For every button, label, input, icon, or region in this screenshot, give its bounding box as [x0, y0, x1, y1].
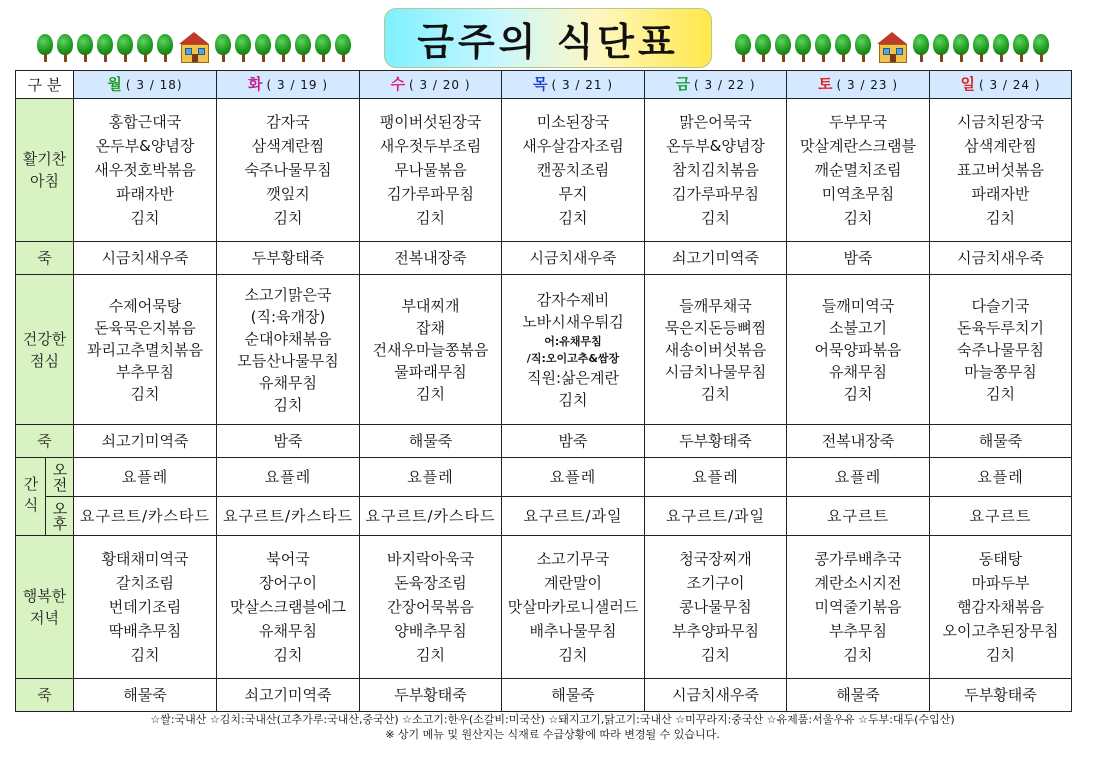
- porridge-cell: 두부황태죽: [217, 242, 360, 275]
- menu-item: 부추무침: [829, 622, 887, 640]
- menu-item: 김치: [558, 646, 588, 664]
- footer: [0, 712, 1105, 742]
- porridge-cell: 쇠고기미역죽: [645, 242, 787, 275]
- day-date: ( 3 / 18): [125, 78, 183, 92]
- menu-item: 김치: [273, 395, 303, 414]
- menu-item: 장어구이: [259, 574, 317, 592]
- menu-item: 어:유채무침: [544, 334, 602, 348]
- menu-item: 김치: [843, 646, 873, 664]
- porridge-cell: 해물죽: [502, 679, 645, 712]
- snack-cell: 요구르트/카스타드: [217, 497, 360, 536]
- snack-cell: 요구르트/카스타드: [74, 497, 217, 536]
- lunch-cell: [645, 275, 787, 425]
- menu-item: 김치: [558, 209, 588, 227]
- day-name: 화: [247, 75, 263, 93]
- menu-item: 묵은지돈등뼈찜: [664, 318, 767, 337]
- menu-item: 돈육장조림: [394, 574, 467, 592]
- snack-cell: 요플레: [787, 458, 930, 497]
- menu-item: 콩가루배추국: [814, 550, 902, 568]
- menu-item: 유채무침: [259, 373, 317, 392]
- lunch-cell: [217, 275, 360, 425]
- porridge-cell: 전복내장죽: [787, 425, 930, 458]
- menu-item: 캔꽁치조림: [536, 161, 610, 179]
- snack-cell: 요플레: [930, 458, 1072, 497]
- porridge-cell: 시금치새우죽: [930, 242, 1072, 275]
- tree-icon: [234, 34, 252, 62]
- lunch-cell: [74, 275, 217, 425]
- menu-item: 조기구이: [686, 574, 745, 592]
- porridge-cell: 쇠고기미역죽: [217, 679, 360, 712]
- menu-item: 김치: [701, 384, 730, 403]
- menu-item: 새우살감자조림: [522, 137, 624, 155]
- menu-item: 물파래무침: [394, 362, 467, 381]
- menu-item: 숙주나물무침: [957, 340, 1044, 359]
- porridge-cell: 시금치새우죽: [502, 242, 645, 275]
- menu-item: 다슬기국: [971, 296, 1030, 315]
- menu-item: 노바시새우튀김: [522, 312, 624, 331]
- breakfast-label: 활기찬 아침: [16, 99, 74, 242]
- tree-icon: [254, 34, 272, 62]
- breakfast-cell: [930, 99, 1072, 242]
- menu-item: 부대찌개: [401, 296, 460, 315]
- tree-icon: [952, 34, 970, 62]
- menu-item: 부추양파무침: [672, 622, 759, 640]
- tree-icon: [912, 34, 930, 62]
- menu-item: 김치: [130, 209, 160, 227]
- porridge-cell: 전복내장죽: [360, 242, 502, 275]
- snack-cell: 요구르트: [930, 497, 1072, 536]
- snack-cell: 요플레: [502, 458, 645, 497]
- dinner-cell: [217, 536, 360, 679]
- tree-icon: [932, 34, 950, 62]
- porridge-cell: 두부황태죽: [360, 679, 502, 712]
- menu-item: 동태탕: [978, 550, 1023, 568]
- house-icon: [877, 32, 907, 62]
- snack-cell: 요플레: [360, 458, 502, 497]
- menu-item: 김가루파무침: [387, 185, 474, 203]
- porridge-cell: 시금치새우죽: [645, 679, 787, 712]
- tree-icon: [274, 34, 292, 62]
- menu-item: 어묵양파볶음: [814, 340, 902, 359]
- porridge-cell: 밤죽: [502, 425, 645, 458]
- porridge-cell: 밤죽: [787, 242, 930, 275]
- menu-item: 새우젓호박볶음: [94, 161, 196, 179]
- menu-item: 간장어묵볶음: [387, 598, 474, 616]
- menu-item: 김치: [416, 209, 445, 227]
- day-header: [360, 71, 502, 99]
- tree-icon: [774, 34, 792, 62]
- menu-item: 감자국: [266, 113, 310, 131]
- day-name: 수: [390, 75, 405, 93]
- menu-item: 새우젓두부조림: [379, 137, 482, 155]
- dinner-cell: [360, 536, 502, 679]
- menu-item: 숙주나물무침: [244, 161, 332, 179]
- menu-item: 황태채미역국: [101, 550, 189, 568]
- menu-item: 김치: [130, 384, 160, 403]
- menu-item: 미역줄기볶음: [814, 598, 902, 616]
- porridge-label: 죽: [16, 242, 74, 275]
- tree-icon: [214, 34, 232, 62]
- menu-item: 맛살계란스크램블: [800, 137, 916, 155]
- porridge-cell: 쇠고기미역죽: [74, 425, 217, 458]
- porridge-row: [16, 425, 1072, 458]
- menu-item: 맛살스크램블에그: [230, 598, 346, 616]
- menu-item: 새송이버섯볶음: [664, 340, 767, 359]
- change-notice: ※ 상기 메뉴 및 원산지는 식재료 수급상황에 따라 변경될 수 있습니다.: [385, 728, 720, 741]
- menu-item: 순대야채볶음: [244, 329, 332, 348]
- day-name: 월: [107, 75, 122, 93]
- breakfast-row: [16, 99, 1072, 242]
- menu-item: 김치: [416, 646, 445, 664]
- menu-item: 감자수제비: [536, 290, 610, 309]
- breakfast-cell: [74, 99, 217, 242]
- lunch-cell: [787, 275, 930, 425]
- dinner-label: 행복한 저녁: [16, 536, 74, 679]
- menu-item: 김치: [701, 209, 730, 227]
- snack-cell: 요구르트/과일: [645, 497, 787, 536]
- menu-item: 돈육두루치기: [957, 318, 1044, 337]
- breakfast-cell: [787, 99, 930, 242]
- menu-item: 김치: [986, 646, 1015, 664]
- menu-item: 김치: [986, 209, 1015, 227]
- dinner-row: [16, 536, 1072, 679]
- snack-pm-row: [16, 497, 1072, 536]
- menu-item: 계란말이: [544, 574, 602, 592]
- tree-icon: [136, 34, 154, 62]
- menu-item: 오이고추된장무침: [942, 622, 1059, 640]
- porridge-cell: 두부황태죽: [645, 425, 787, 458]
- snack-pm-label: 오후: [46, 497, 74, 536]
- porridge-label: 죽: [16, 425, 74, 458]
- menu-item: 직원:삶은계란: [527, 368, 619, 387]
- tree-icon: [972, 34, 990, 62]
- menu-item: 딱배추무침: [108, 622, 182, 640]
- menu-item: 잡채: [416, 318, 445, 337]
- menu-item: 김치: [273, 209, 303, 227]
- porridge-row: [16, 679, 1072, 712]
- tree-decoration-left: [36, 32, 352, 62]
- tree-icon: [294, 34, 312, 62]
- menu-item: 시금치나물무침: [664, 362, 767, 381]
- lunch-cell: [502, 275, 645, 425]
- tree-icon: [314, 34, 332, 62]
- menu-item: 깻잎지: [266, 185, 310, 203]
- menu-item: 김치: [416, 384, 445, 403]
- menu-item: 김치: [273, 646, 303, 664]
- menu-item: 온두부&양념장: [666, 137, 765, 155]
- menu-item: 모듬산나물무침: [237, 351, 339, 370]
- dinner-cell: [74, 536, 217, 679]
- porridge-cell: 밤죽: [217, 425, 360, 458]
- tree-icon: [754, 34, 772, 62]
- porridge-cell: 해물죽: [74, 679, 217, 712]
- tree-icon: [854, 34, 872, 62]
- menu-item: 참치김치볶음: [672, 161, 759, 179]
- dinner-cell: [930, 536, 1072, 679]
- dinner-cell: [502, 536, 645, 679]
- tree-icon: [834, 34, 852, 62]
- page-title: 금주의 식단표: [384, 8, 712, 68]
- menu-item: 수제어묵탕: [108, 296, 182, 315]
- dinner-cell: [645, 536, 787, 679]
- tree-icon: [1032, 34, 1050, 62]
- snack-cell: 요플레: [74, 458, 217, 497]
- menu-item: 표고버섯볶음: [957, 161, 1044, 179]
- menu-item: 삼색계란찜: [251, 137, 325, 155]
- menu-item: 미소된장국: [536, 113, 610, 131]
- menu-item: 햄감자채볶음: [957, 598, 1044, 616]
- porridge-cell: 해물죽: [360, 425, 502, 458]
- menu-item: 소불고기: [829, 318, 887, 337]
- tree-icon: [794, 34, 812, 62]
- menu-item: 시금치된장국: [957, 113, 1044, 131]
- porridge-cell: 해물죽: [787, 679, 930, 712]
- menu-item: (직:육개장): [250, 307, 326, 326]
- origin-note: ☆쌀:국내산 ☆김치:국내산(고추가루:국내산,중국산) ☆소고기:한우(소갈비:미국산) ☆돼지고기,닭고기:국내산 ☆미꾸라지:중국산 ☆유제품:서울우유 ☆두부:대두(수입산): [150, 713, 955, 726]
- menu-item: 청국장찌개: [679, 550, 752, 568]
- menu-item: 두부무국: [829, 113, 887, 131]
- house-icon: [179, 32, 209, 62]
- menu-item: 양배추무침: [394, 622, 467, 640]
- snack-cell: 요플레: [645, 458, 787, 497]
- menu-item: 파래자반: [971, 185, 1030, 203]
- tree-icon: [56, 34, 74, 62]
- menu-item: 부추무침: [116, 362, 174, 381]
- menu-item: 계란소시지전: [814, 574, 902, 592]
- snack-cell: 요구르트/과일: [502, 497, 645, 536]
- menu-item: 삼색계란찜: [964, 137, 1037, 155]
- day-date: ( 3 / 24 ): [978, 78, 1041, 92]
- menu-item: 김치: [701, 646, 730, 664]
- menu-item: 소고기맑은국: [244, 285, 332, 304]
- breakfast-cell: [645, 99, 787, 242]
- menu-item: 꽈리고추멸치볶음: [87, 340, 203, 359]
- day-header: [787, 71, 930, 99]
- menu-item: 팽이버섯된장국: [379, 113, 482, 131]
- menu-item: 김치: [843, 209, 873, 227]
- menu-item: 김치: [843, 384, 873, 403]
- breakfast-cell: [502, 99, 645, 242]
- snack-cell: 요구르트: [787, 497, 930, 536]
- menu-item: 돈육묵은지볶음: [94, 318, 196, 337]
- menu-item: 바지락아욱국: [387, 550, 474, 568]
- snack-am-label: 오전: [46, 458, 74, 497]
- menu-item: 갈치조림: [116, 574, 174, 592]
- menu-item: 배추나물무침: [529, 622, 617, 640]
- tree-icon: [992, 34, 1010, 62]
- snack-cell: 요구르트/카스타드: [360, 497, 502, 536]
- day-name: 일: [960, 75, 975, 93]
- menu-item: 미역초무침: [821, 185, 895, 203]
- header-row: [16, 71, 1072, 99]
- porridge-cell: 시금치새우죽: [74, 242, 217, 275]
- day-date: ( 3 / 19 ): [266, 78, 329, 92]
- lunch-row: [16, 275, 1072, 425]
- menu-item: 홍합근대국: [108, 113, 182, 131]
- tree-decoration-right: [734, 32, 1050, 62]
- day-date: ( 3 / 21 ): [551, 78, 614, 92]
- menu-item: 번데기조림: [108, 598, 182, 616]
- menu-item: 건새우마늘쫑볶음: [372, 340, 489, 359]
- menu-item: 무지: [558, 185, 588, 203]
- menu-item: 온두부&양념장: [95, 137, 195, 155]
- menu-item: 깨순멸치조림: [814, 161, 902, 179]
- menu-item: /직:오이고추&쌈장: [526, 351, 620, 365]
- snack-label: 간식: [16, 458, 46, 536]
- day-header: [502, 71, 645, 99]
- tree-icon: [156, 34, 174, 62]
- tree-icon: [1012, 34, 1030, 62]
- tree-icon: [116, 34, 134, 62]
- menu-item: 김치: [558, 390, 588, 409]
- porridge-label: 죽: [16, 679, 74, 712]
- lunch-cell: [360, 275, 502, 425]
- lunch-cell: [930, 275, 1072, 425]
- day-header: [930, 71, 1072, 99]
- porridge-row: [16, 242, 1072, 275]
- snack-cell: 요플레: [217, 458, 360, 497]
- day-date: ( 3 / 22 ): [693, 78, 756, 92]
- breakfast-cell: [360, 99, 502, 242]
- tree-icon: [96, 34, 114, 62]
- dinner-cell: [787, 536, 930, 679]
- menu-item: 김치: [130, 646, 160, 664]
- menu-item: 맛살마카로니샐러드: [507, 598, 639, 616]
- menu-item: 유채무침: [259, 622, 317, 640]
- menu-item: 들깨미역국: [821, 296, 895, 315]
- weekly-menu-table: [15, 70, 1072, 712]
- porridge-cell: 해물죽: [930, 425, 1072, 458]
- menu-item: 소고기무국: [536, 550, 610, 568]
- day-date: ( 3 / 23 ): [836, 78, 899, 92]
- tree-icon: [814, 34, 832, 62]
- menu-item: 김가루파무침: [672, 185, 759, 203]
- day-name: 토: [817, 75, 833, 93]
- menu-item: 무나물볶음: [394, 161, 467, 179]
- menu-item: 마파두부: [971, 574, 1030, 592]
- tree-icon: [334, 34, 352, 62]
- menu-item: 유채무침: [829, 362, 887, 381]
- day-name: 금: [675, 75, 690, 93]
- menu-item: 맑은어묵국: [679, 113, 752, 131]
- day-header: [645, 71, 787, 99]
- tree-icon: [734, 34, 752, 62]
- snack-am-row: [16, 458, 1072, 497]
- day-name: 목: [532, 75, 548, 93]
- porridge-cell: 두부황태죽: [930, 679, 1072, 712]
- menu-item: 콩나물무침: [679, 598, 752, 616]
- breakfast-cell: [217, 99, 360, 242]
- menu-item: 파래자반: [116, 185, 174, 203]
- menu-item: 김치: [986, 384, 1015, 403]
- menu-item: 북어국: [266, 550, 310, 568]
- header-corner: 구 분: [16, 71, 74, 99]
- tree-icon: [76, 34, 94, 62]
- day-header: [217, 71, 360, 99]
- day-date: ( 3 / 20 ): [408, 78, 471, 92]
- lunch-label: 건강한 점심: [16, 275, 74, 425]
- menu-item: 마늘쫑무침: [964, 362, 1037, 381]
- menu-item: 들깨무채국: [679, 296, 752, 315]
- tree-icon: [36, 34, 54, 62]
- day-header: [74, 71, 217, 99]
